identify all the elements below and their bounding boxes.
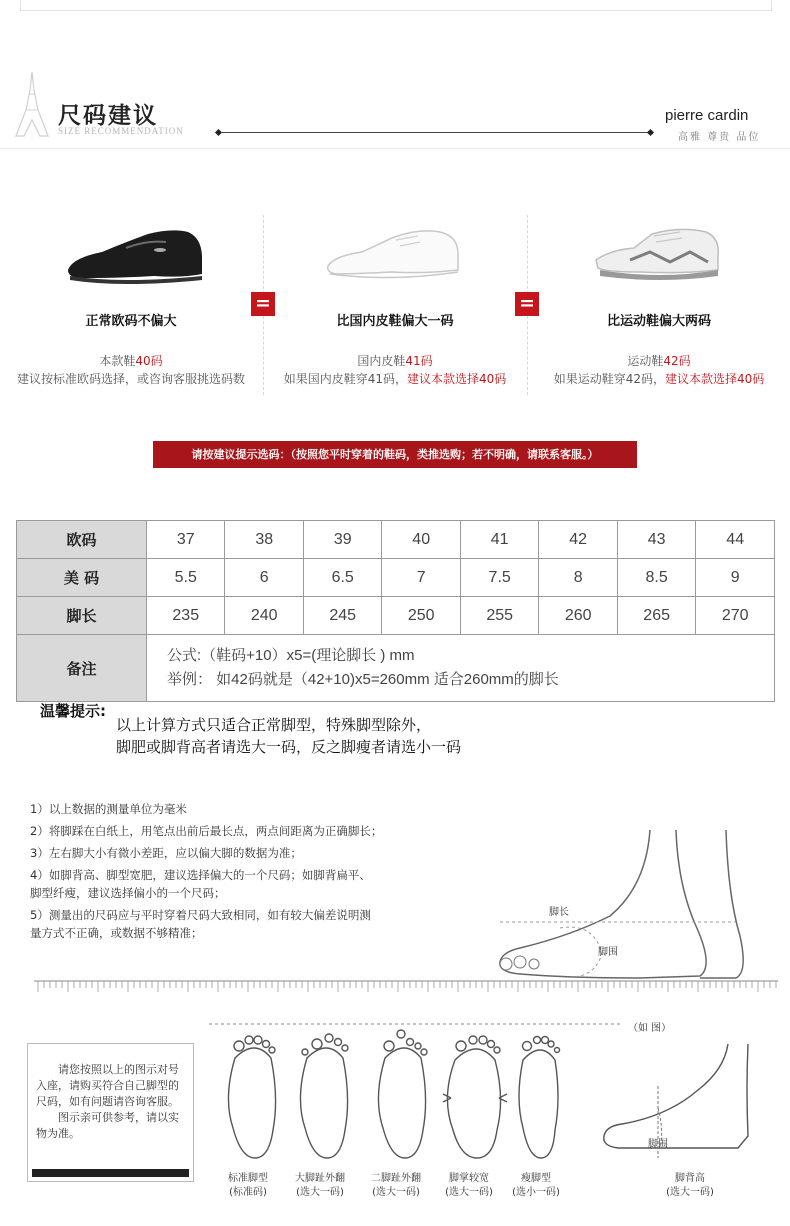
table-cell: 43 (617, 521, 695, 559)
table-cell: 270 (696, 597, 775, 635)
shoe-2-size: 国内皮鞋41码 (357, 354, 433, 368)
row-label-note: 备注 (17, 635, 147, 702)
brand-name: pierre cardin (665, 107, 749, 124)
note-text (36, 1062, 188, 1142)
instep-girth-label: 脚围 (648, 1139, 668, 1150)
table-cell: 255 (460, 597, 538, 635)
brand-slogan: 高雅 尊贵 品位 (678, 132, 761, 143)
shoe-2-advice: 如果国内皮鞋穿41码，建议本款选择40码 (283, 372, 507, 386)
formula-line: 公式:（鞋码+10）x5=(理论脚长 ) mm (167, 647, 415, 664)
table-cell: 9 (696, 559, 775, 597)
foot-type-illustrations (205, 1018, 625, 1168)
note-line-2: 图示亲可供参考，请以实物为准。 (36, 1111, 179, 1140)
table-cell: 240 (225, 597, 303, 635)
divider-dot (215, 129, 222, 136)
header-divider (0, 148, 790, 149)
tips-line-2: 脚肥或脚背高者请选大一码，反之脚瘦者请选小一码 (116, 738, 462, 756)
list-item: 脚型纤瘦，建议选择偏小的一个尺码； (30, 886, 226, 900)
table-row (17, 597, 775, 635)
dress-shoe-outline-image (322, 222, 467, 288)
table-cell: 40 (382, 521, 460, 559)
note-box (27, 1043, 194, 1182)
shoe-1-size: 本款鞋40码 (99, 354, 163, 368)
list-item: 2）将脚踩在白纸上，用笔点出前后最长点，两点间距离为正确脚长； (30, 824, 383, 838)
measurement-steps (30, 800, 450, 942)
note-bar (32, 1169, 189, 1177)
shoe-3-title: 比运动鞋偏大两码 (606, 314, 711, 329)
table-cell: 250 (382, 597, 460, 635)
shoe-3-size: 运动鞋42码 (627, 354, 691, 368)
shoe-2-title: 比国内皮鞋偏大一码 (336, 314, 454, 329)
eiffel-tower-icon (8, 70, 56, 140)
table-cell: 260 (539, 597, 617, 635)
example-label: （如 图） (628, 1023, 672, 1034)
row-label-length: 脚长 (17, 597, 147, 635)
note-line-1: 请您按照以上的图示对号入座，请购买符合自己脚型的尺码，如有问题请咨询客服。 (36, 1063, 179, 1108)
row-label-eu: 欧码 (17, 521, 147, 559)
foot-type-caption: 脚背高 (选大一码) (666, 1173, 714, 1198)
row-label-us: 美 码 (17, 559, 147, 597)
page-subtitle: SIZE RECOMMENDATION (58, 126, 184, 136)
top-frame (20, 0, 772, 11)
list-item: 3）左右脚大小有微小差距，应以偏大脚的数据为准； (30, 846, 302, 860)
foot-type-caption: 瘦脚型 (选小一码) (512, 1173, 560, 1198)
foot-side-illustration (490, 826, 760, 986)
table-cell: 39 (303, 521, 381, 559)
table-cell: 5.5 (147, 559, 225, 597)
page-title: 尺码建议 (58, 102, 158, 129)
table-cell: 6 (225, 559, 303, 597)
table-row (17, 635, 775, 702)
list-item: 量方式不正确，或数据不够精准； (30, 926, 203, 940)
table-cell: 8.5 (617, 559, 695, 597)
shoe-3-advice: 如果运动鞋穿42码，建议本款选择40码 (553, 372, 765, 386)
table-cell: 41 (460, 521, 538, 559)
high-instep-foot-image (598, 1040, 758, 1160)
foot-girth-label: 脚围 (598, 947, 618, 958)
size-table (16, 520, 775, 702)
table-cell: 42 (539, 521, 617, 559)
foot-length-label: 脚长 (549, 907, 569, 918)
table-cell: 7.5 (460, 559, 538, 597)
size-advice-banner: 请按建议提示选码：（按照您平时穿着的鞋码，类推选购；若不明确，请联系客服。） (153, 441, 637, 468)
shoe-1-advice: 建议按标准欧码选择，或咨询客服挑选码数 (16, 372, 245, 386)
table-cell: 6.5 (303, 559, 381, 597)
table-cell: 37 (147, 521, 225, 559)
header-line (222, 132, 650, 133)
ruler (34, 980, 778, 996)
tips-heading: 温馨提示: (40, 702, 106, 720)
table-cell: 44 (696, 521, 775, 559)
foot-type-caption: 大脚趾外翻 (选大一码) (295, 1173, 345, 1198)
list-item: 1）以上数据的测量单位为毫米 (30, 802, 187, 816)
shoe-1-title: 正常欧码不偏大 (85, 314, 177, 329)
table-cell: 8 (539, 559, 617, 597)
table-cell: 7 (382, 559, 460, 597)
table-cell: 265 (617, 597, 695, 635)
divider-dot (647, 129, 654, 136)
example-line: 举例： 如42码就是（42+10)x5=260mm 适合260mm的脚长 (167, 671, 559, 688)
leather-loafer-image (62, 222, 212, 288)
foot-type-caption: 二脚趾外翻 (选大一码) (371, 1173, 421, 1198)
list-item: 4）如脚背高、脚型宽肥，建议选择偏大的一个尺码；如脚背扁平、 (30, 868, 371, 882)
table-cell: 245 (303, 597, 381, 635)
equal-sign-badge: = (251, 292, 275, 316)
formula-note (147, 635, 775, 702)
foot-type-caption: 脚掌较宽 (选大一码) (445, 1173, 493, 1198)
foot-type-caption: 标准脚型 (标准码) (228, 1173, 268, 1198)
equal-sign-badge: = (515, 292, 539, 316)
sneaker-image (590, 222, 730, 288)
list-item: 5）测量出的尺码应与平时穿着尺码大致相同，如有较大偏差说明测 (30, 908, 371, 922)
tips-line-1: 以上计算方式只适合正常脚型，特殊脚型除外， (116, 716, 432, 734)
table-row (17, 521, 775, 559)
table-cell: 235 (147, 597, 225, 635)
table-cell: 38 (225, 521, 303, 559)
table-row (17, 559, 775, 597)
